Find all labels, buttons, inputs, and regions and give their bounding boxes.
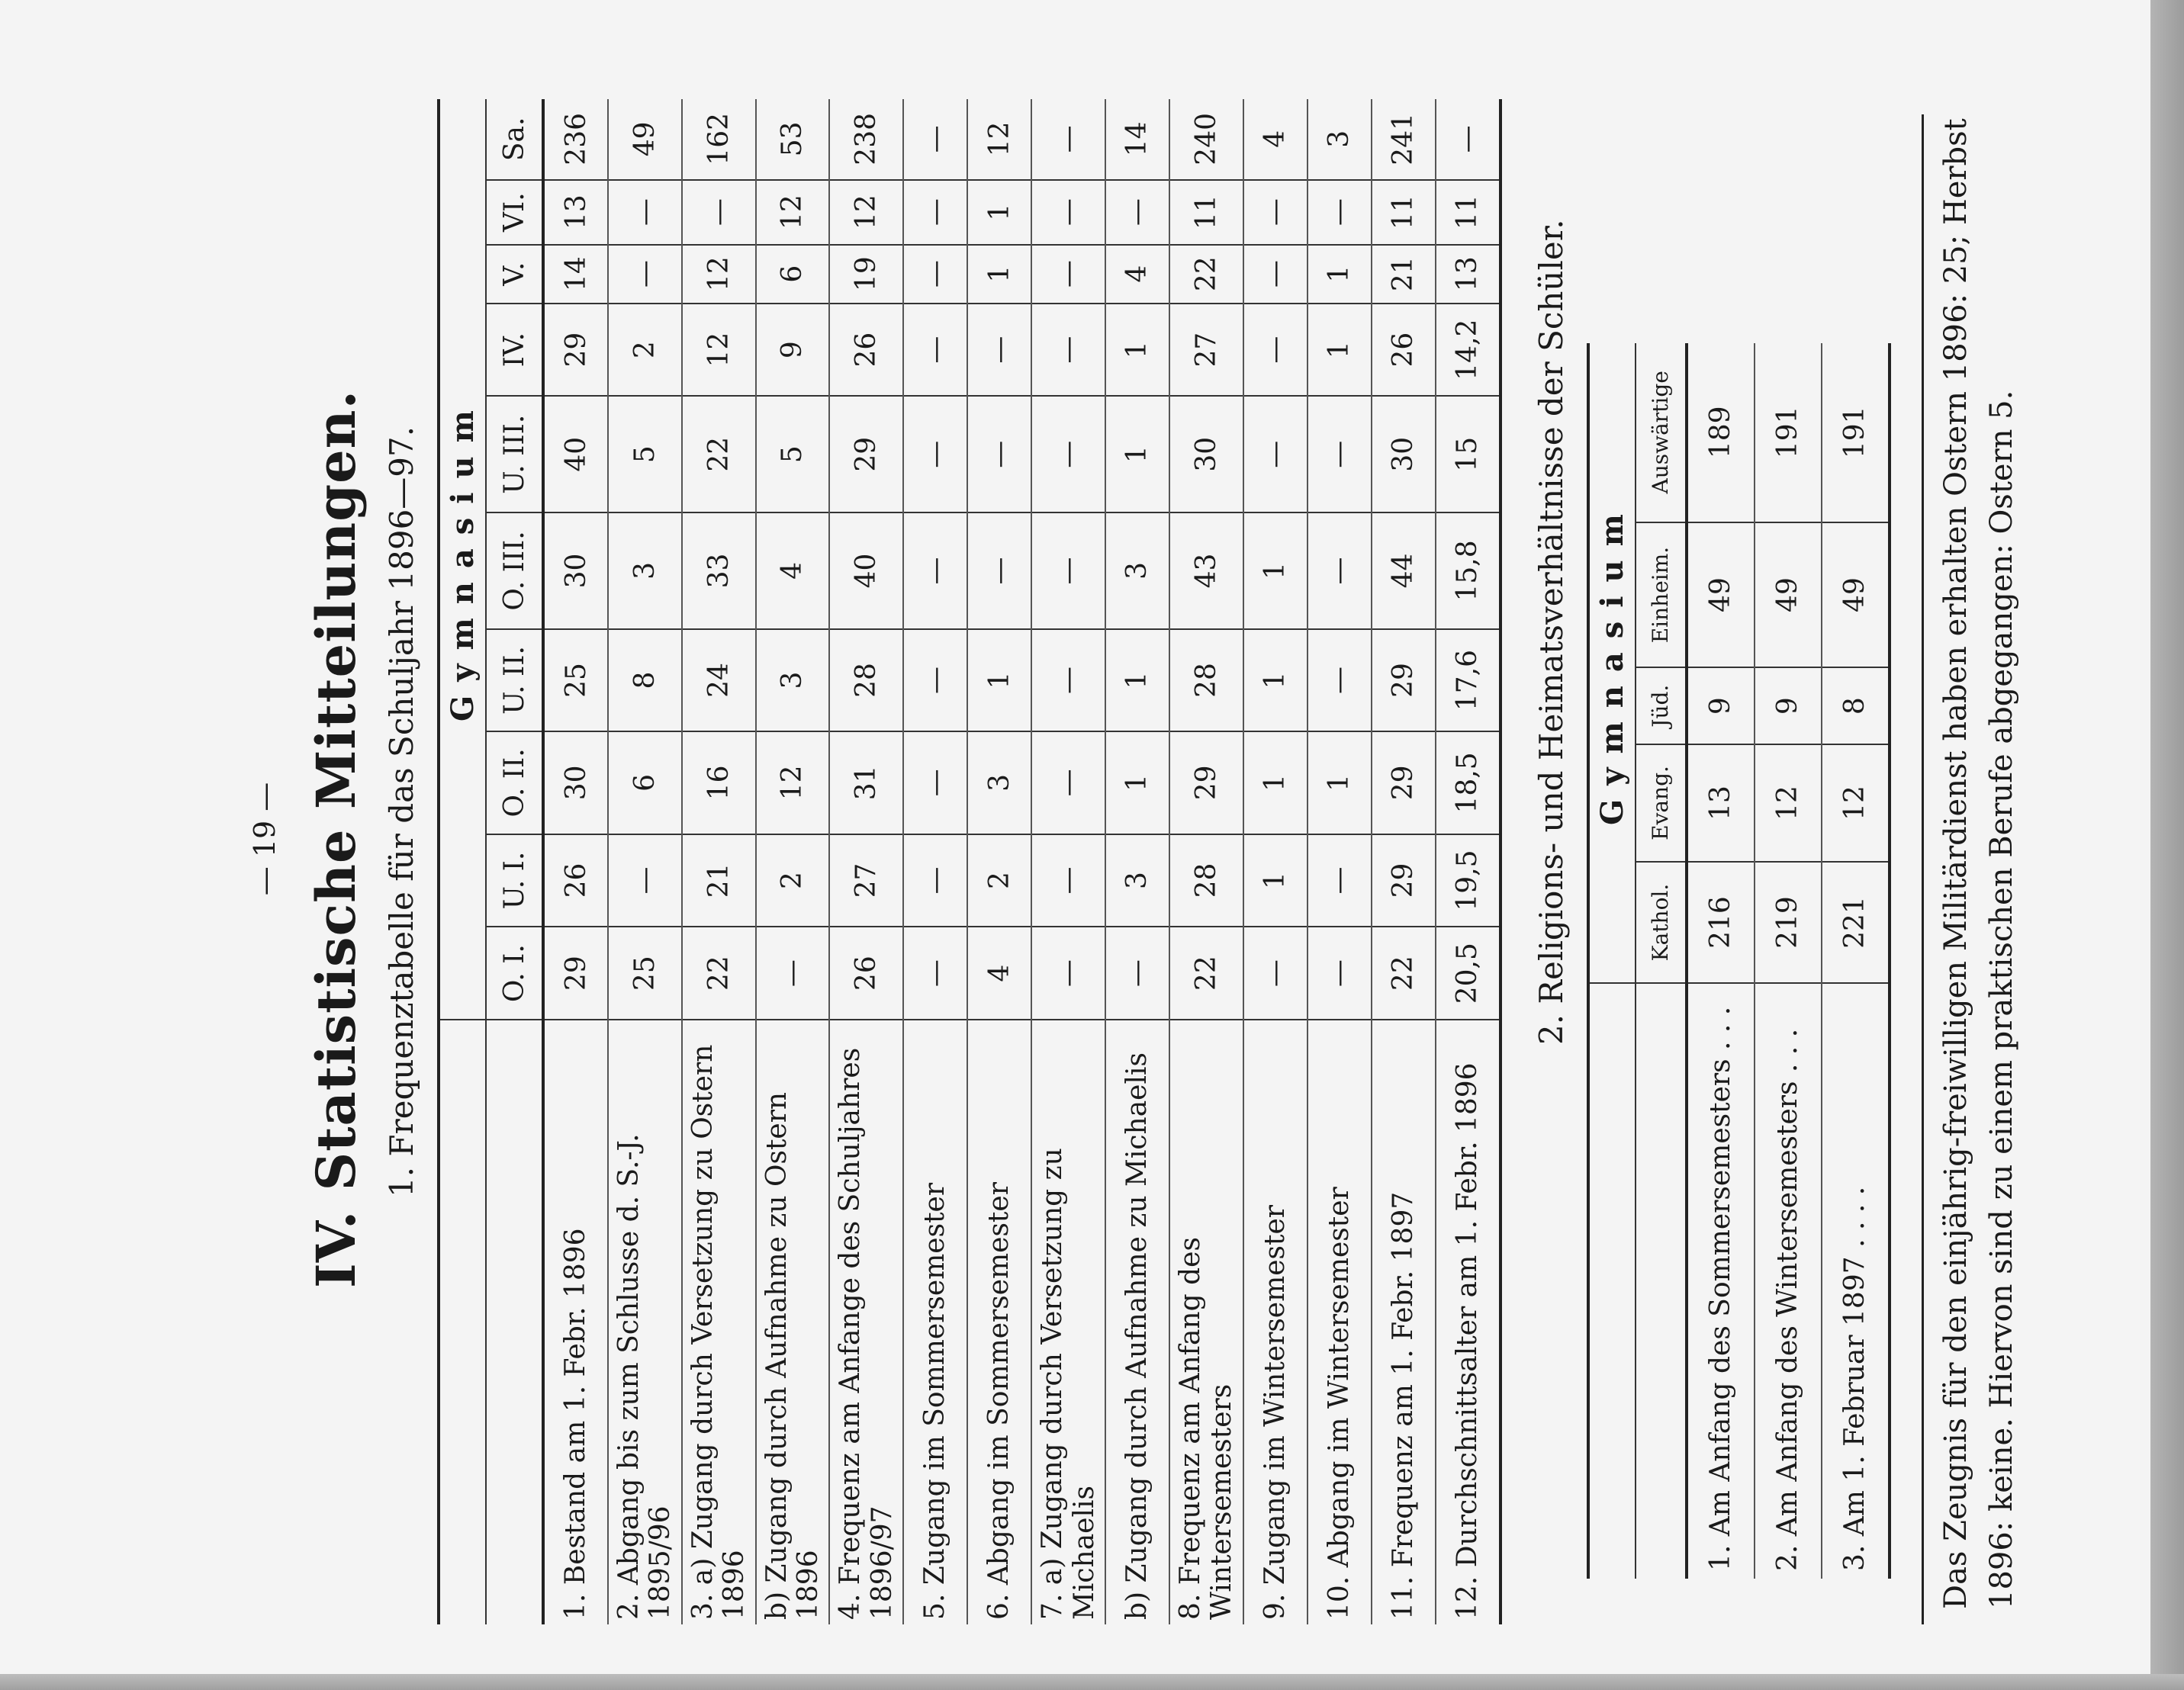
table1-title: 1. Frequenztabelle für das Schuljahr 1896—97. <box>383 426 420 1197</box>
table1-cell: — <box>903 834 967 927</box>
table1-cell: 14 <box>1105 99 1169 180</box>
table1-cell: 4 <box>967 927 1031 1020</box>
table1-label-header <box>486 1020 543 1624</box>
table1-cell: 25 <box>543 629 608 731</box>
table1-cell: — <box>682 180 756 245</box>
table1-cell: — <box>967 512 1031 629</box>
table1-cell: 26 <box>829 927 903 1020</box>
table1-cell: 29 <box>543 304 608 397</box>
table1-cell: — <box>1308 180 1372 245</box>
table1-cell: 33 <box>682 512 756 629</box>
section-title: IV. Statistische Mitteilungen. <box>304 390 368 1288</box>
table1-cell: 12 <box>967 99 1031 180</box>
table1-cell: 40 <box>829 512 903 629</box>
table1-cell: 53 <box>756 99 830 180</box>
table1-cell: 1 <box>1105 731 1169 834</box>
table1-row <box>1372 99 1436 1624</box>
table1-cell: 12 <box>682 245 756 304</box>
table1-cell: — <box>1243 245 1308 304</box>
table1-cell: 3 <box>967 731 1031 834</box>
table2-cell: 12 <box>1755 744 1822 862</box>
table1-row <box>756 99 830 1624</box>
table1-row <box>1308 99 1372 1624</box>
table1-cell: 11 <box>1169 180 1243 245</box>
table1-cell: 20,5 <box>1436 927 1500 1020</box>
table1-row-label: b) Zugang durch Aufnahme zu Michaelis <box>1105 1020 1169 1624</box>
page-bottom-shadow <box>0 1674 2184 1690</box>
table1-cell: 29 <box>1372 629 1436 731</box>
table1-row-label: 9. Zugang im Wintersemester <box>1243 1020 1308 1624</box>
table1-column-header: Sa. <box>486 99 543 180</box>
table1-cell: 29 <box>1169 731 1243 834</box>
table1-cell: 29 <box>543 927 608 1020</box>
table1-cell: — <box>1031 99 1105 180</box>
table1-cell: 1 <box>1243 629 1308 731</box>
table1-cell: 26 <box>1372 304 1436 397</box>
table1-row-label: 11. Frequenz am 1. Febr. 1897 <box>1372 1020 1436 1624</box>
table1-cell: 30 <box>543 512 608 629</box>
table1-cell: — <box>1308 629 1372 731</box>
table1-cell: 21 <box>682 834 756 927</box>
table1-cell: 22 <box>1372 927 1436 1020</box>
table1-cell: 1 <box>1308 304 1372 397</box>
table1-cell: 2 <box>608 304 682 397</box>
table1-cell: 13 <box>543 180 608 245</box>
table1-cell: 1 <box>1308 245 1372 304</box>
table1-cell: 15,8 <box>1436 512 1500 629</box>
table1-cell: — <box>967 304 1031 397</box>
table1-row-label: 7. a) Zugang durch Versetzung zu Michaelis <box>1031 1020 1105 1624</box>
page-edge-shadow <box>2150 0 2184 1690</box>
table2-group-header: Gymnasium <box>1588 343 1636 983</box>
table1-cell: 238 <box>829 99 903 180</box>
table1-cell: 3 <box>1308 99 1372 180</box>
table1-cell: — <box>1243 304 1308 397</box>
table1-cell: — <box>1031 180 1105 245</box>
table2-cell: 191 <box>1822 343 1890 522</box>
page-number: — 19 — <box>248 782 281 896</box>
table2-column-header: Kathol. <box>1636 862 1687 983</box>
table1-cell: 29 <box>829 396 903 512</box>
table1-cell: 241 <box>1372 99 1436 180</box>
table1-cell: — <box>608 834 682 927</box>
table1-cell: 19 <box>829 245 903 304</box>
table1-cell: 22 <box>1169 927 1243 1020</box>
table1-cell: 3 <box>756 629 830 731</box>
table2-cell: 189 <box>1687 343 1755 522</box>
table1-cell: 22 <box>682 927 756 1020</box>
table1-cell: 30 <box>1372 396 1436 512</box>
table1-column-header: U. III. <box>486 396 543 512</box>
table1-cell: — <box>1031 245 1105 304</box>
table2-row <box>1755 343 1822 1579</box>
table1-row <box>829 99 903 1624</box>
table2-cell: 8 <box>1822 668 1890 744</box>
table1-cell: 3 <box>608 512 682 629</box>
table1-row <box>903 99 967 1624</box>
table1-row-label: 2. Abgang bis zum Schlusse d. S.-J. 1895/96 <box>608 1020 682 1624</box>
table2-row-label: 3. Am 1. Februar 1897 . . . . <box>1822 983 1890 1579</box>
table1-column-header: VI. <box>486 180 543 245</box>
table2-column-header: Auswärtige <box>1636 343 1687 522</box>
table1-row-label: 6. Abgang im Sommersemester <box>967 1020 1031 1624</box>
table1-cell: — <box>903 512 967 629</box>
table1-cell: — <box>1031 629 1105 731</box>
table1-cell: — <box>756 927 830 1020</box>
table1-cell: 28 <box>1169 629 1243 731</box>
table1-cell: — <box>1031 304 1105 397</box>
table1-cell: — <box>1308 834 1372 927</box>
table1-cell: 21 <box>1372 245 1436 304</box>
footnote: Das Zeugnis für den einjährig-freiwilligen Militärdienst haben erhalten Ostern 1896: 25; Herbst 1896: keine. Hiervon sind zu einem praktischen Berufe abgegangen: Ostern 5. <box>1922 114 2025 1624</box>
table2-cell: 9 <box>1755 668 1822 744</box>
table1-cell: 5 <box>608 396 682 512</box>
table2-label-header <box>1636 983 1687 1579</box>
table1-cell: — <box>1243 180 1308 245</box>
table1-cell: 11 <box>1436 180 1500 245</box>
table1-cell: 40 <box>543 396 608 512</box>
table1-cell: 4 <box>1243 99 1308 180</box>
table1-row <box>1169 99 1243 1624</box>
table1-cell: 27 <box>1169 304 1243 397</box>
table1-cell: 12 <box>756 180 830 245</box>
table1-cell: 1 <box>1308 731 1372 834</box>
table1-row-label: 3. a) Zugang durch Versetzung zu Ostern 1896 <box>682 1020 756 1624</box>
table1-cell: — <box>903 180 967 245</box>
table1-cell: — <box>1243 396 1308 512</box>
table1-cell: 14 <box>543 245 608 304</box>
table1-row-label: 12. Durchschnittsalter am 1. Febr. 1896 <box>1436 1020 1500 1624</box>
table1-row <box>1436 99 1500 1624</box>
table1-cell: 9 <box>756 304 830 397</box>
table2-column-header: Jüd. <box>1636 668 1687 744</box>
table1-cell: — <box>903 99 967 180</box>
table1-cell: 4 <box>1105 245 1169 304</box>
table1-column-header: IV. <box>486 304 543 397</box>
table1-cell: — <box>967 396 1031 512</box>
table1-cell: 44 <box>1372 512 1436 629</box>
table1-cell: 26 <box>829 304 903 397</box>
table1-cell: — <box>1308 512 1372 629</box>
table1-row-label: 8. Frequenz am Anfang des Wintersemesters <box>1169 1020 1243 1624</box>
table1-cell: — <box>1308 396 1372 512</box>
table1-corner <box>439 1020 486 1624</box>
table2-cell: 9 <box>1687 668 1755 744</box>
rotated-page-content <box>217 53 2063 1624</box>
table1-cell: 1 <box>1243 834 1308 927</box>
table1-cell: 8 <box>608 629 682 731</box>
frequency-table <box>437 99 1502 1624</box>
table1-row-label: b) Zugang durch Aufnahme zu Ostern 1896 <box>756 1020 830 1624</box>
table1-row <box>608 99 682 1624</box>
table2-row <box>1687 343 1755 1579</box>
table1-cell: 4 <box>756 512 830 629</box>
table1-cell: 1 <box>1105 304 1169 397</box>
table1-cell: 1 <box>967 245 1031 304</box>
table1-column-header: O. III. <box>486 512 543 629</box>
table1-cell: 49 <box>608 99 682 180</box>
table2-cell: 12 <box>1822 744 1890 862</box>
table1-cell: — <box>1031 396 1105 512</box>
table1-column-header: V. <box>486 245 543 304</box>
table1-cell: — <box>608 180 682 245</box>
table1-cell: 16 <box>682 731 756 834</box>
table1-cell: 25 <box>608 927 682 1020</box>
table1-cell: 15 <box>1436 396 1500 512</box>
table2-cell: 219 <box>1755 862 1822 983</box>
table1-cell: 30 <box>543 731 608 834</box>
table1-cell: 28 <box>1169 834 1243 927</box>
table1-column-header: O. I. <box>486 927 543 1020</box>
table2-cell: 49 <box>1687 522 1755 668</box>
table1-row-label: 5. Zugang im Sommersemester <box>903 1020 967 1624</box>
table2-row-label: 1. Am Anfang des Sommersemesters . . . <box>1687 983 1755 1579</box>
table2-cell: 49 <box>1755 522 1822 668</box>
table1-cell: 29 <box>1372 834 1436 927</box>
table1-cell: 1 <box>1243 731 1308 834</box>
table1-cell: — <box>903 304 967 397</box>
table1-cell: 2 <box>756 834 830 927</box>
table1-cell: 3 <box>1105 834 1169 927</box>
table1-row-label: 4. Frequenz am Anfange des Schuljahres 1896/97 <box>829 1020 903 1624</box>
table1-cell: — <box>903 396 967 512</box>
table1-row <box>1243 99 1308 1624</box>
table1-column-header: U. I. <box>486 834 543 927</box>
table1-cell: 22 <box>682 396 756 512</box>
table1-cell: — <box>903 731 967 834</box>
table1-cell: 18,5 <box>1436 731 1500 834</box>
table1-cell: 11 <box>1372 180 1436 245</box>
table1-cell: — <box>1105 927 1169 1020</box>
table1-group-header: Gymnasium <box>439 99 486 1020</box>
table1-row <box>967 99 1031 1624</box>
table1-cell: 22 <box>1169 245 1243 304</box>
table2-cell: 216 <box>1687 862 1755 983</box>
table1-cell: — <box>1031 512 1105 629</box>
table1-cell: — <box>903 629 967 731</box>
table1-row <box>543 99 608 1624</box>
table1-cell: 1 <box>967 180 1031 245</box>
table2-cell: 49 <box>1822 522 1890 668</box>
table1-cell: 43 <box>1169 512 1243 629</box>
table1-cell: — <box>1308 927 1372 1020</box>
table1-row-label: 10. Abgang im Wintersemester <box>1308 1020 1372 1624</box>
table1-cell: 2 <box>967 834 1031 927</box>
table2-cell: 13 <box>1687 744 1755 862</box>
table1-cell: 1 <box>1243 512 1308 629</box>
table1-cell: 29 <box>1372 731 1436 834</box>
table1-cell: — <box>1436 99 1500 180</box>
table2-row-label: 2. Am Anfang des Wintersemesters . . . <box>1755 983 1822 1579</box>
table1-cell: 27 <box>829 834 903 927</box>
table1-cell: — <box>1031 927 1105 1020</box>
table1-cell: 13 <box>1436 245 1500 304</box>
table1-cell: 30 <box>1169 396 1243 512</box>
table1-cell: 19,5 <box>1436 834 1500 927</box>
table1-cell: 236 <box>543 99 608 180</box>
table1-cell: 17,6 <box>1436 629 1500 731</box>
table1-cell: 1 <box>967 629 1031 731</box>
table1-cell: — <box>1105 180 1169 245</box>
table1-cell: 14,2 <box>1436 304 1500 397</box>
table1-cell: 6 <box>756 245 830 304</box>
religion-origin-table <box>1587 343 1891 1579</box>
table2-corner <box>1588 983 1636 1579</box>
table2-column-header: Evang. <box>1636 744 1687 862</box>
table2-row <box>1822 343 1890 1579</box>
table1-cell: 28 <box>829 629 903 731</box>
table1-cell: — <box>1031 731 1105 834</box>
table1-row <box>1031 99 1105 1624</box>
table2-title: 2. Religions- und Heimatsverhältnisse der Schüler. <box>1532 219 1570 1045</box>
table1-cell: 12 <box>756 731 830 834</box>
table1-cell: — <box>608 245 682 304</box>
table1-cell: 12 <box>829 180 903 245</box>
table2-column-header: Einheim. <box>1636 522 1687 668</box>
table1-row <box>682 99 756 1624</box>
table1-cell: 1 <box>1105 396 1169 512</box>
table1-cell: 31 <box>829 731 903 834</box>
table1-row <box>1105 99 1169 1624</box>
table2-cell: 221 <box>1822 862 1890 983</box>
table1-column-header: O. II. <box>486 731 543 834</box>
table1-cell: 12 <box>682 304 756 397</box>
table1-cell: 26 <box>543 834 608 927</box>
table1-cell: 24 <box>682 629 756 731</box>
table1-cell: 1 <box>1105 629 1169 731</box>
table1-column-header: U. II. <box>486 629 543 731</box>
table1-cell: — <box>1243 927 1308 1020</box>
table1-cell: 240 <box>1169 99 1243 180</box>
table1-cell: 162 <box>682 99 756 180</box>
table1-cell: — <box>903 927 967 1020</box>
table1-cell: 3 <box>1105 512 1169 629</box>
table1-cell: — <box>1031 834 1105 927</box>
table2-cell: 191 <box>1755 343 1822 522</box>
table1-cell: — <box>903 245 967 304</box>
table1-cell: 6 <box>608 731 682 834</box>
table1-cell: 5 <box>756 396 830 512</box>
table1-row-label: 1. Bestand am 1. Febr. 1896 <box>543 1020 608 1624</box>
